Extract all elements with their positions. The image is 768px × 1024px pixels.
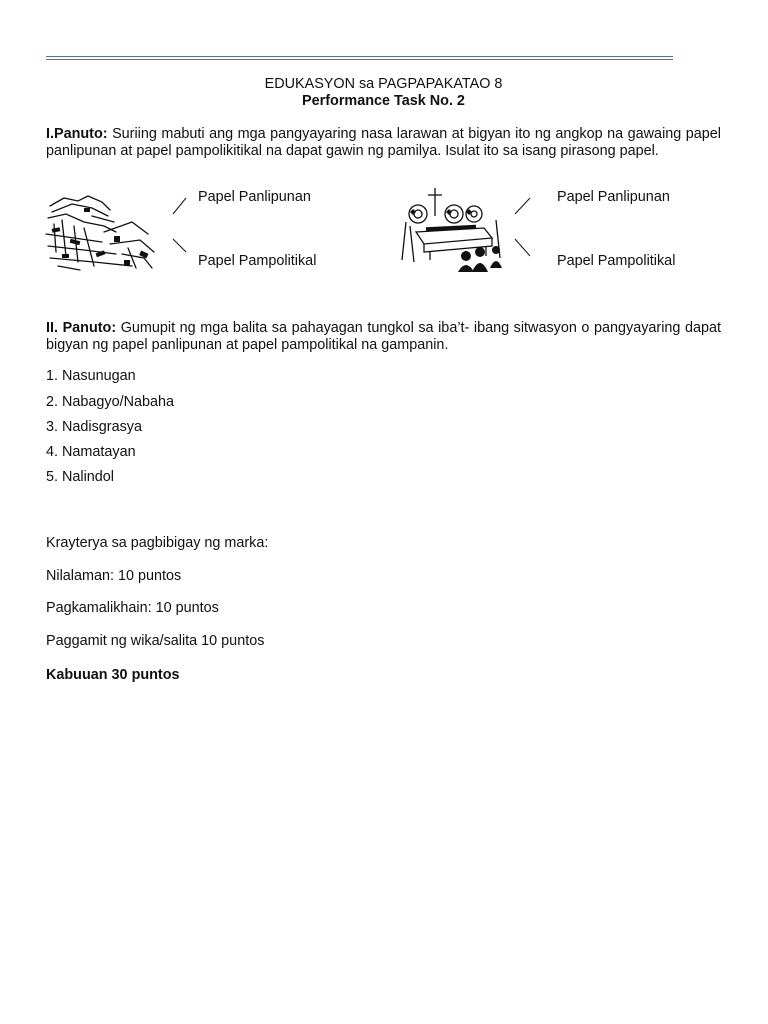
image1-label-panlipunan: Papel Panlipunan <box>198 189 311 205</box>
part1-lead: I.Panuto: <box>46 126 108 142</box>
image1-label-pampolitikal: Papel Pampolitikal <box>198 253 317 269</box>
list-item: 2. Nabagyo/Nabaha <box>46 394 175 410</box>
criteria-line: Paggamit ng wika/salita 10 puntos <box>46 633 265 649</box>
pointer-line <box>514 196 532 220</box>
criteria-line: Nilalaman: 10 puntos <box>46 568 182 584</box>
collapsed-house-icon <box>44 192 160 272</box>
funeral-wake-icon <box>396 186 516 272</box>
list-item: 5. Nalindol <box>46 469 114 485</box>
pointer-line <box>172 196 188 220</box>
task-title: Performance Task No. 2 <box>302 93 465 109</box>
part2-instructions <box>46 320 721 354</box>
header-rule <box>46 56 673 61</box>
image2-label-panlipunan: Papel Panlipunan <box>557 189 670 205</box>
criteria-heading: Krayterya sa pagbibigay ng marka: <box>46 535 269 551</box>
criteria-total: Kabuuan 30 puntos <box>46 667 180 683</box>
part1-instructions <box>46 126 721 160</box>
list-item: 3. Nadisgrasya <box>46 419 142 435</box>
part2-lead: II. Panuto: <box>46 320 117 336</box>
part2-text: Gumupit ng mga balita sa pahayagan tungkol sa iba’t- ibang sitwasyon o pangyayaring dapat bigyan ng papel panlipunan at papel pampolitikal na gampanin. <box>46 320 721 353</box>
image2-label-pampolitikal: Papel Pampolitikal <box>557 253 676 269</box>
pointer-line <box>514 238 532 262</box>
list-item: 1. Nasunugan <box>46 368 136 384</box>
pointer-line <box>172 238 188 258</box>
part1-text: Suriing mabuti ang mga pangyayaring nasa larawan at bigyan ito ng angkop na gawaing papel panlipunan at papel pampolikitikal na dapat gawin ng pamilya. Isulat ito sa isang pirasong papel. <box>46 126 721 159</box>
criteria-line: Pagkamalikhain: 10 puntos <box>46 600 219 616</box>
subject-title: EDUKASYON sa PAGPAPAKATAO 8 <box>264 76 503 92</box>
document-title <box>46 76 721 110</box>
list-item: 4. Namatayan <box>46 444 136 460</box>
